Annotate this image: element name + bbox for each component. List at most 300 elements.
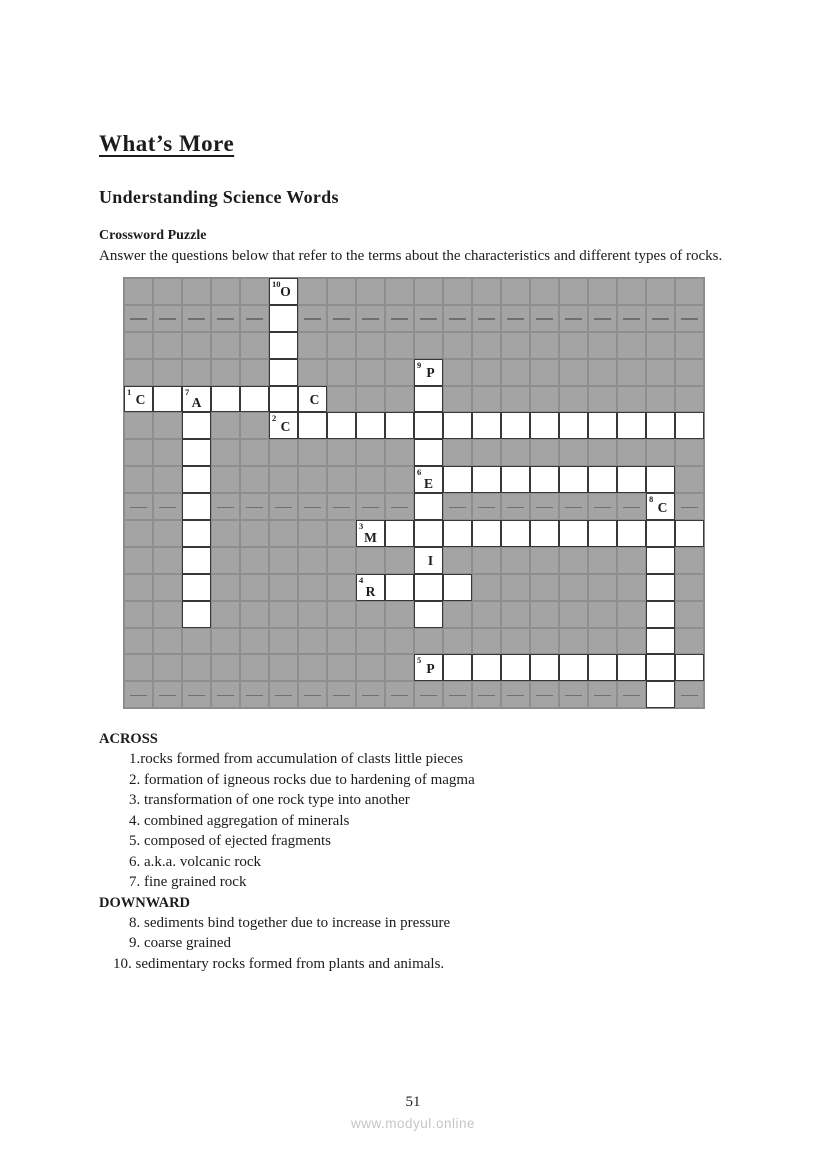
puzzle-cell-gray xyxy=(269,493,298,520)
puzzle-cell-white xyxy=(646,466,675,493)
puzzle-cell-white xyxy=(182,601,211,628)
puzzle-cell-gray xyxy=(211,359,240,386)
puzzle-cell-white xyxy=(617,654,646,681)
down-clues-list xyxy=(99,913,727,975)
puzzle-cell-gray xyxy=(530,439,559,466)
puzzle-cell-gray xyxy=(124,278,153,305)
puzzle-cell-gray xyxy=(646,439,675,466)
crossword-puzzle-heading: Crossword Puzzle xyxy=(99,228,207,243)
clue-number: 5 xyxy=(417,655,422,666)
puzzle-cell-white xyxy=(646,654,675,681)
puzzle-cell-white xyxy=(124,386,153,413)
puzzle-cell-gray xyxy=(124,654,153,681)
puzzle-cell-white xyxy=(472,466,501,493)
puzzle-cell-white xyxy=(414,412,443,439)
puzzle-cell-gray xyxy=(385,359,414,386)
puzzle-cell-gray xyxy=(588,305,617,332)
scan-dash-artifact xyxy=(623,695,639,697)
puzzle-cell-gray xyxy=(211,412,240,439)
puzzle-letter: C xyxy=(135,391,146,407)
puzzle-cell-gray xyxy=(211,654,240,681)
puzzle-cell-gray xyxy=(530,386,559,413)
puzzle-cell-gray xyxy=(182,332,211,359)
puzzle-cell-gray xyxy=(124,493,153,520)
scan-dash-artifact xyxy=(536,318,552,320)
across-clues-list xyxy=(99,749,727,893)
puzzle-cell-gray xyxy=(124,520,153,547)
puzzle-letter: E xyxy=(423,476,433,492)
puzzle-letter: P xyxy=(426,364,435,380)
scan-dash-artifact xyxy=(159,318,175,320)
puzzle-cell-gray xyxy=(240,305,269,332)
puzzle-cell-gray xyxy=(559,332,588,359)
clues-section xyxy=(99,729,727,974)
puzzle-cell-gray xyxy=(211,681,240,708)
scan-dash-artifact xyxy=(304,695,320,697)
puzzle-cell-gray xyxy=(211,278,240,305)
puzzle-cell-white xyxy=(269,278,298,305)
puzzle-cell-gray xyxy=(501,439,530,466)
scan-dash-artifact xyxy=(536,695,552,697)
puzzle-cell-gray xyxy=(356,278,385,305)
puzzle-cell-gray xyxy=(559,359,588,386)
puzzle-cell-gray xyxy=(153,278,182,305)
puzzle-cell-gray xyxy=(124,439,153,466)
puzzle-cell-gray xyxy=(211,466,240,493)
scan-dash-artifact xyxy=(536,507,552,509)
puzzle-cell-gray xyxy=(472,628,501,655)
puzzle-cell-white xyxy=(211,386,240,413)
puzzle-cell-gray xyxy=(501,359,530,386)
puzzle-cell-gray xyxy=(298,654,327,681)
scan-dash-artifact xyxy=(246,318,262,320)
puzzle-cell-gray xyxy=(472,278,501,305)
puzzle-cell-gray xyxy=(327,386,356,413)
puzzle-cell-white xyxy=(153,386,182,413)
puzzle-cell-gray xyxy=(240,332,269,359)
puzzle-cell-gray xyxy=(153,574,182,601)
puzzle-cell-gray xyxy=(356,601,385,628)
puzzle-cell-gray xyxy=(269,574,298,601)
puzzle-cell-gray xyxy=(298,520,327,547)
puzzle-cell-gray xyxy=(675,278,704,305)
puzzle-cell-gray xyxy=(269,601,298,628)
puzzle-cell-gray xyxy=(675,681,704,708)
scan-dash-artifact xyxy=(594,695,610,697)
puzzle-cell-white xyxy=(472,412,501,439)
puzzle-cell-gray xyxy=(530,278,559,305)
puzzle-cell-white xyxy=(182,493,211,520)
puzzle-cell-gray xyxy=(153,601,182,628)
puzzle-cell-gray xyxy=(530,359,559,386)
puzzle-cell-gray xyxy=(675,332,704,359)
puzzle-cell-gray xyxy=(124,412,153,439)
puzzle-cell-gray xyxy=(385,386,414,413)
puzzle-cell-gray xyxy=(356,654,385,681)
puzzle-cell-gray xyxy=(472,359,501,386)
scan-dash-artifact xyxy=(594,318,610,320)
puzzle-cell-white xyxy=(269,305,298,332)
puzzle-cell-gray xyxy=(385,439,414,466)
puzzle-cell-gray xyxy=(617,574,646,601)
puzzle-cell-gray xyxy=(298,628,327,655)
puzzle-letter: C xyxy=(657,499,668,515)
puzzle-cell-white xyxy=(646,547,675,574)
puzzle-cell-gray xyxy=(617,628,646,655)
puzzle-cell-white xyxy=(182,574,211,601)
puzzle-cell-gray xyxy=(327,520,356,547)
puzzle-letter: A xyxy=(191,395,202,411)
puzzle-cell-gray xyxy=(298,278,327,305)
down-clue-2: 9. coarse grained xyxy=(129,935,232,952)
scan-dash-artifact xyxy=(565,695,581,697)
puzzle-cell-gray xyxy=(617,359,646,386)
scan-dash-artifact xyxy=(391,318,407,320)
puzzle-cell-white xyxy=(646,628,675,655)
puzzle-cell-white xyxy=(501,412,530,439)
puzzle-cell-gray xyxy=(182,278,211,305)
across-heading: ACROSS xyxy=(99,731,158,748)
puzzle-cell-white xyxy=(559,412,588,439)
puzzle-cell-gray xyxy=(443,332,472,359)
crossword-grid xyxy=(123,277,705,709)
puzzle-cell-gray xyxy=(385,628,414,655)
puzzle-cell-gray xyxy=(240,547,269,574)
puzzle-cell-gray xyxy=(269,547,298,574)
scan-dash-artifact xyxy=(304,318,320,320)
puzzle-cell-gray xyxy=(443,681,472,708)
puzzle-cell-gray xyxy=(327,547,356,574)
puzzle-cell-gray xyxy=(269,466,298,493)
scan-dash-artifact xyxy=(478,318,494,320)
puzzle-cell-gray xyxy=(182,628,211,655)
puzzle-cell-gray xyxy=(472,493,501,520)
puzzle-cell-white xyxy=(414,601,443,628)
puzzle-cell-gray xyxy=(124,574,153,601)
puzzle-cell-gray xyxy=(182,654,211,681)
puzzle-cell-white xyxy=(356,574,385,601)
puzzle-cell-gray xyxy=(298,681,327,708)
puzzle-cell-gray xyxy=(443,278,472,305)
scan-dash-artifact xyxy=(130,507,146,509)
puzzle-cell-gray xyxy=(530,574,559,601)
scan-dash-artifact xyxy=(188,318,204,320)
puzzle-cell-gray xyxy=(269,439,298,466)
puzzle-cell-white xyxy=(443,466,472,493)
puzzle-cell-white xyxy=(414,493,443,520)
puzzle-cell-gray xyxy=(385,601,414,628)
puzzle-cell-gray xyxy=(240,412,269,439)
puzzle-cell-white xyxy=(414,386,443,413)
scan-dash-artifact xyxy=(565,318,581,320)
puzzle-cell-gray xyxy=(675,574,704,601)
puzzle-cell-gray xyxy=(327,332,356,359)
puzzle-cell-gray xyxy=(327,305,356,332)
puzzle-cell-white xyxy=(617,412,646,439)
puzzle-cell-gray xyxy=(414,681,443,708)
section-heading: Understanding Science Words xyxy=(99,187,339,207)
puzzle-cell-gray xyxy=(472,681,501,708)
puzzle-cell-white xyxy=(182,439,211,466)
puzzle-cell-gray xyxy=(153,305,182,332)
puzzle-cell-white xyxy=(269,332,298,359)
puzzle-cell-gray xyxy=(588,332,617,359)
puzzle-cell-gray xyxy=(211,574,240,601)
puzzle-cell-gray xyxy=(298,466,327,493)
puzzle-cell-gray xyxy=(153,520,182,547)
puzzle-cell-gray xyxy=(153,412,182,439)
puzzle-cell-gray xyxy=(559,493,588,520)
puzzle-cell-gray xyxy=(646,278,675,305)
scan-dash-artifact xyxy=(681,318,697,320)
instructions-text: Answer the questions below that refer to the terms about the characteristics and different types of rocks. xyxy=(99,248,723,264)
puzzle-cell-white xyxy=(530,654,559,681)
puzzle-cell-gray xyxy=(443,601,472,628)
puzzle-cell-white xyxy=(675,654,704,681)
puzzle-cell-gray xyxy=(530,628,559,655)
puzzle-cell-gray xyxy=(298,493,327,520)
puzzle-cell-gray xyxy=(675,493,704,520)
puzzle-cell-gray xyxy=(588,278,617,305)
scan-dash-artifact xyxy=(681,695,697,697)
puzzle-cell-gray xyxy=(153,332,182,359)
puzzle-cell-gray xyxy=(617,386,646,413)
scan-dash-artifact xyxy=(130,318,146,320)
puzzle-cell-gray xyxy=(153,439,182,466)
scan-dash-artifact xyxy=(478,507,494,509)
puzzle-cell-white xyxy=(617,466,646,493)
scan-dash-artifact xyxy=(246,507,262,509)
puzzle-cell-gray xyxy=(530,305,559,332)
scan-dash-artifact xyxy=(652,318,668,320)
puzzle-cell-white xyxy=(385,520,414,547)
puzzle-cell-gray xyxy=(385,332,414,359)
puzzle-cell-white xyxy=(414,359,443,386)
clue-number: 10 xyxy=(272,279,281,289)
puzzle-cell-white xyxy=(182,412,211,439)
puzzle-cell-gray xyxy=(675,359,704,386)
puzzle-cell-gray xyxy=(327,654,356,681)
scan-dash-artifact xyxy=(449,507,465,509)
scan-dash-artifact xyxy=(217,507,233,509)
scan-dash-artifact xyxy=(275,695,291,697)
puzzle-cell-gray xyxy=(588,601,617,628)
puzzle-cell-gray xyxy=(182,359,211,386)
puzzle-letter: O xyxy=(280,284,291,300)
clue-number: 9 xyxy=(417,359,422,370)
puzzle-cell-white xyxy=(182,547,211,574)
puzzle-cell-gray xyxy=(414,332,443,359)
down-clue-1: 8. sediments bind together due to increase in pressure xyxy=(129,914,451,931)
scan-dash-artifact xyxy=(507,507,523,509)
across-clue-2: 2. formation of igneous rocks due to hardening of magma xyxy=(129,771,475,788)
scan-dash-artifact xyxy=(159,695,175,697)
scan-dash-artifact xyxy=(362,318,378,320)
puzzle-cell-gray xyxy=(182,305,211,332)
puzzle-cell-gray xyxy=(617,332,646,359)
puzzle-cell-white xyxy=(182,386,211,413)
puzzle-cell-gray xyxy=(559,439,588,466)
puzzle-cell-gray xyxy=(443,386,472,413)
clue-number: 6 xyxy=(417,467,422,478)
puzzle-cell-gray xyxy=(501,681,530,708)
scan-dash-artifact xyxy=(449,318,465,320)
puzzle-cell-gray xyxy=(269,520,298,547)
puzzle-cell-gray xyxy=(385,681,414,708)
puzzle-cell-gray xyxy=(646,305,675,332)
puzzle-cell-gray xyxy=(182,681,211,708)
scan-dash-artifact xyxy=(217,318,233,320)
across-clue-3: 3. transformation of one rock type into another xyxy=(129,792,410,809)
page-number: 51 xyxy=(405,1094,421,1110)
scan-dash-artifact xyxy=(623,507,639,509)
puzzle-cell-white xyxy=(269,412,298,439)
scan-dash-artifact xyxy=(333,507,349,509)
puzzle-cell-gray xyxy=(298,547,327,574)
page-title: What’s More xyxy=(99,131,235,156)
puzzle-cell-gray xyxy=(356,332,385,359)
puzzle-cell-white xyxy=(414,574,443,601)
scan-dash-artifact xyxy=(130,695,146,697)
scan-dash-artifact xyxy=(333,695,349,697)
puzzle-cell-gray xyxy=(211,439,240,466)
puzzle-cell-white xyxy=(501,520,530,547)
puzzle-letter: P xyxy=(426,660,435,676)
scan-dash-artifact xyxy=(449,695,465,697)
scan-dash-artifact xyxy=(391,507,407,509)
across-clue-1: 1.rocks formed from accumulation of clasts little pieces xyxy=(129,751,464,768)
puzzle-cell-gray xyxy=(327,628,356,655)
puzzle-cell-gray xyxy=(240,439,269,466)
puzzle-cell-gray xyxy=(559,574,588,601)
puzzle-cell-gray xyxy=(675,601,704,628)
puzzle-cell-gray xyxy=(327,574,356,601)
puzzle-cell-gray xyxy=(501,493,530,520)
puzzle-cell-gray xyxy=(559,601,588,628)
scan-dash-artifact xyxy=(594,507,610,509)
puzzle-cell-gray xyxy=(298,439,327,466)
puzzle-cell-gray xyxy=(559,547,588,574)
puzzle-cell-gray xyxy=(356,359,385,386)
puzzle-cell-gray xyxy=(617,493,646,520)
puzzle-cell-gray xyxy=(588,439,617,466)
puzzle-cell-gray xyxy=(327,466,356,493)
puzzle-cell-white xyxy=(414,654,443,681)
puzzle-cell-white xyxy=(675,520,704,547)
puzzle-cell-gray xyxy=(414,628,443,655)
puzzle-cell-gray xyxy=(530,547,559,574)
puzzle-cell-gray xyxy=(298,305,327,332)
across-clue-6: 6. a.k.a. volcanic rock xyxy=(129,853,262,870)
puzzle-cell-gray xyxy=(588,493,617,520)
down-clue-3: 10. sedimentary rocks formed from plants and animals. xyxy=(113,955,445,972)
puzzle-cell-white xyxy=(588,466,617,493)
puzzle-cell-gray xyxy=(588,574,617,601)
puzzle-cell-gray xyxy=(443,359,472,386)
clue-number: 1 xyxy=(127,386,132,397)
puzzle-cell-white xyxy=(269,359,298,386)
clue-number: 7 xyxy=(185,386,190,397)
puzzle-cell-gray xyxy=(414,278,443,305)
puzzle-cell-gray xyxy=(617,601,646,628)
puzzle-cell-gray xyxy=(385,305,414,332)
scan-dash-artifact xyxy=(246,695,262,697)
clue-number: 8 xyxy=(649,494,654,505)
scan-dash-artifact xyxy=(362,507,378,509)
puzzle-cell-gray xyxy=(501,547,530,574)
puzzle-cell-gray xyxy=(617,305,646,332)
puzzle-cell-gray xyxy=(530,601,559,628)
puzzle-cell-gray xyxy=(472,439,501,466)
puzzle-cell-white xyxy=(414,439,443,466)
page-footer xyxy=(0,1094,826,1131)
puzzle-cell-gray xyxy=(298,574,327,601)
puzzle-cell-gray xyxy=(327,601,356,628)
puzzle-cell-white xyxy=(646,574,675,601)
puzzle-cell-gray xyxy=(240,681,269,708)
puzzle-cell-white xyxy=(501,654,530,681)
puzzle-cell-gray xyxy=(414,305,443,332)
puzzle-cell-white xyxy=(240,386,269,413)
puzzle-cell-gray xyxy=(530,332,559,359)
puzzle-cell-gray xyxy=(501,574,530,601)
across-clue-7: 7. fine grained rock xyxy=(129,874,247,891)
puzzle-cell-gray xyxy=(240,628,269,655)
puzzle-cell-gray xyxy=(240,520,269,547)
puzzle-cell-gray xyxy=(588,386,617,413)
puzzle-cell-gray xyxy=(501,278,530,305)
puzzle-cell-gray xyxy=(356,547,385,574)
puzzle-cell-gray xyxy=(501,332,530,359)
puzzle-cell-gray xyxy=(124,628,153,655)
puzzle-cell-gray xyxy=(588,628,617,655)
puzzle-cell-gray xyxy=(356,628,385,655)
puzzle-cell-gray xyxy=(356,305,385,332)
scan-dash-artifact xyxy=(507,695,523,697)
puzzle-cell-gray xyxy=(269,681,298,708)
puzzle-cell-gray xyxy=(559,278,588,305)
puzzle-cell-white xyxy=(559,466,588,493)
puzzle-cell-gray xyxy=(153,493,182,520)
puzzle-cell-gray xyxy=(385,654,414,681)
puzzle-cell-gray xyxy=(501,305,530,332)
puzzle-cell-gray xyxy=(298,332,327,359)
puzzle-cell-white xyxy=(675,412,704,439)
puzzle-cell-white xyxy=(327,412,356,439)
puzzle-cell-white xyxy=(443,574,472,601)
puzzle-cell-gray xyxy=(124,547,153,574)
puzzle-cell-gray xyxy=(472,601,501,628)
puzzle-cell-gray xyxy=(356,439,385,466)
puzzle-cell-gray xyxy=(559,628,588,655)
puzzle-cell-gray xyxy=(327,493,356,520)
puzzle-cell-gray xyxy=(327,681,356,708)
puzzle-cell-gray xyxy=(646,386,675,413)
puzzle-cell-gray xyxy=(211,547,240,574)
puzzle-cell-gray xyxy=(472,547,501,574)
puzzle-cell-gray xyxy=(559,386,588,413)
puzzle-cell-gray xyxy=(240,654,269,681)
puzzle-cell-white xyxy=(588,654,617,681)
puzzle-cell-gray xyxy=(646,332,675,359)
puzzle-cell-gray xyxy=(617,547,646,574)
puzzle-cell-white xyxy=(298,386,327,413)
puzzle-cell-gray xyxy=(443,439,472,466)
puzzle-cell-gray xyxy=(675,547,704,574)
puzzle-cell-gray xyxy=(385,278,414,305)
puzzle-cell-gray xyxy=(443,628,472,655)
scan-dash-artifact xyxy=(333,318,349,320)
